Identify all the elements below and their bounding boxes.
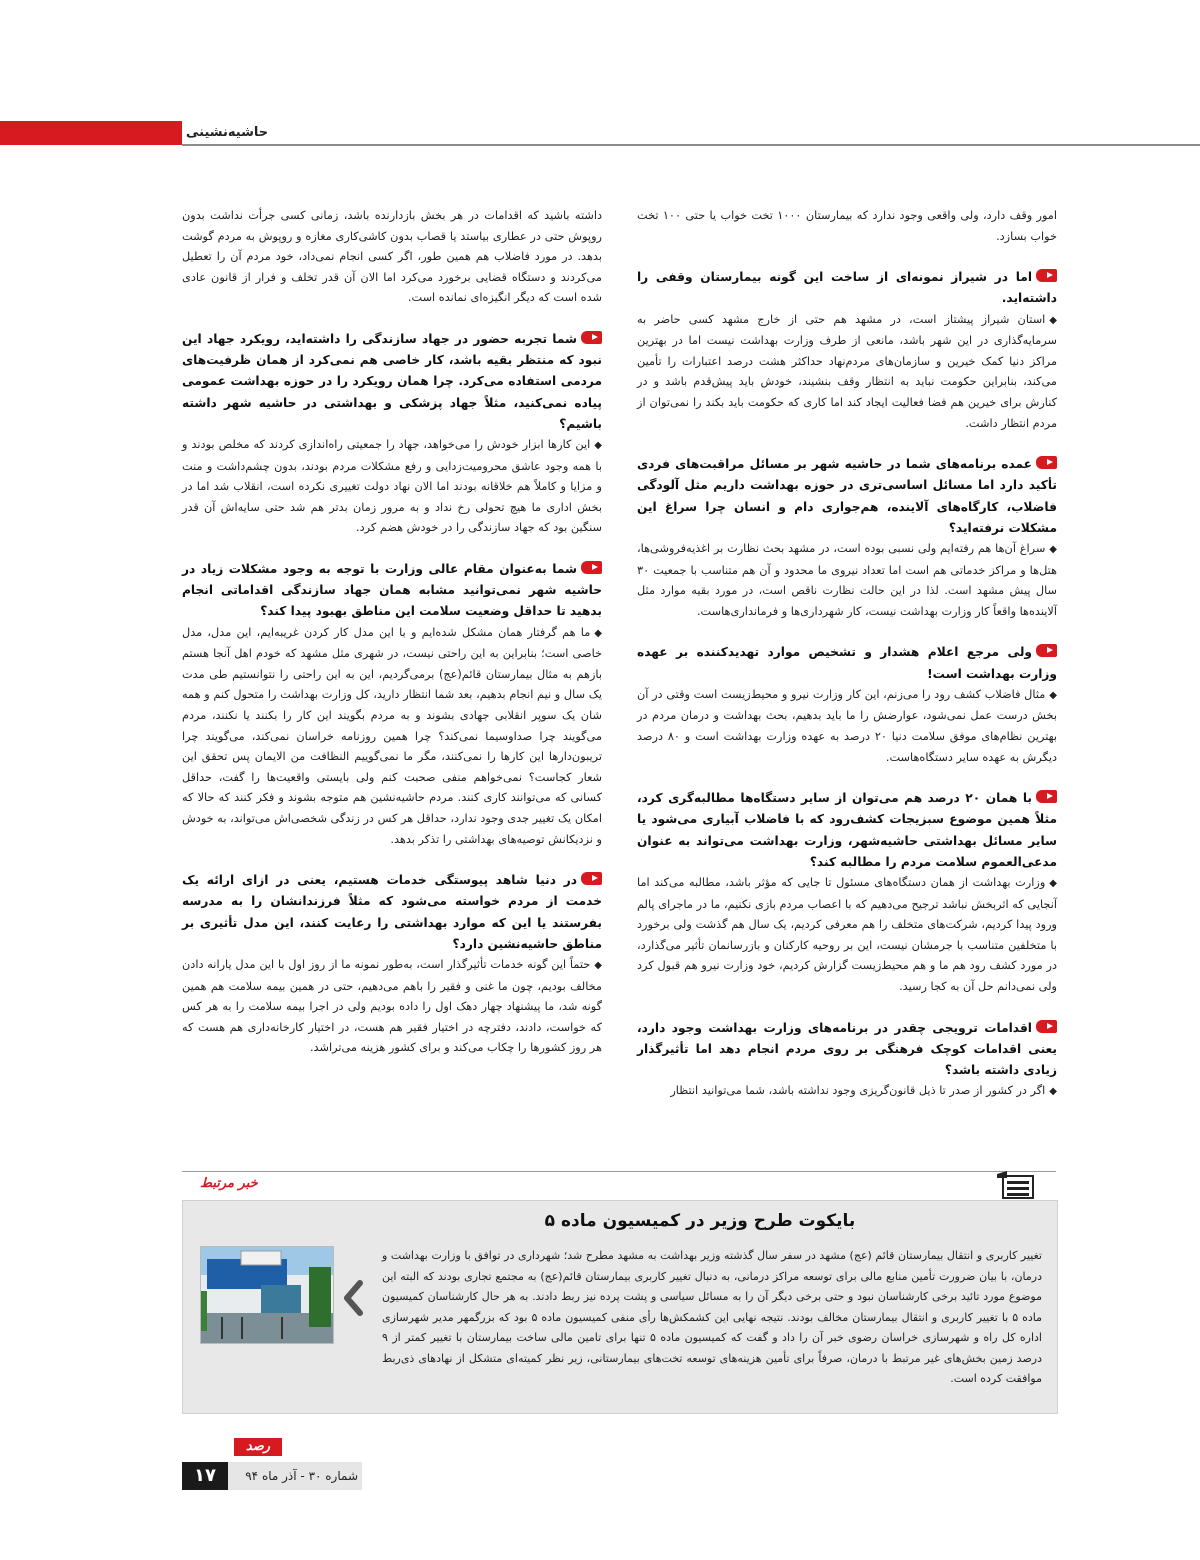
newspaper-icon [995,1170,1041,1200]
answer-bullet-icon: ◆ [1049,689,1057,701]
question [182,870,602,955]
question-marker-icon [1036,269,1057,282]
question [182,559,602,623]
text: ما هم گرفتار همان مشکل شده‌ایم و با این مدل کار کردن غریبه‌ایم، این مدل، مدل خاصی است؛ بنابراین به این راحتی نیست، در شهری مثل مشهد که خودم اهل آنجا هستم بازهم به مثال بیمارستان قائم(عج) برمی‌گردیم، این به این راحتی را نتوانستیم طی مدت یک سال و نیم انجام بدهیم، بعد شما انتظار دارید، کل وزارت بهداشت را متحول کنم و همه شان یک سوپر انقلابی جهادی بشوند و به مردم بگویند این کار را بکنند یا نکنند، مردم می‌گویند چرا صداوسیما نمی‌کند؟ چرا همین روزنامه خراسان نمی‌کند، می‌گویند چرا تریبون‌دارها این کارها را نمی‌کنند، مگر ما نمی‌گوییم النظافت من الایمان پس تحقق این شعار کجاست؟ نمی‌خواهم منفی صحبت کنم ولی بایستی واقعیت‌ها را گفت، حداقل کسانی که می‌توانند کاری کنند. مردم حاشیه‌نشین هم متوجه بشوند و فکر کنند که حالا که امکان یک تغییر جدی وجود ندارد، حداقل هر کس در زندگی شخصی‌اش می‌تواند، به خودش و نزدیکانش توصیه‌های بهداشتی را تذکر بدهد. [182,625,602,846]
text: سراغ آن‌ها هم رفته‌ایم ولی نسبی بوده است، در مشهد بحث نظارت بر اغذیه‌فروشی‌ها، هتل‌ها و مراکز خدماتی هم است اما تعداد نیروی ما محدود و آن هم متناسب با جمعیت ۳۰ سال پیش مشهد است. لذا در این حالت نظارت ناقص است، در مورد بقیه موارد مثل آلاینده‌ها واقعاً کار وزارت بهداشت نیست، کار شهرداری‌ها و فرمانداری‌هاست. [637,541,1057,618]
text: استان شیراز پیشتاز است، در مشهد هم حتی از خارج مشهد کسی حاضر به سرمایه‌گذاری در این شهر باشد، مانعی از طرف وزارت بهداشت نیست اما در بهترین مراکز دنیا کمک خیرین و سازمان‌های مردم‌نهاد حداکثر هشت درصد اعتبارات را تأمین می‌کند، بنابراین حکومت نباید به انتظار وقف بنشیند، خودش باید پیش‌قدم باشد و در کنارش برای خیرین هم فضا فعالیت ایجاد کند اما کاری که حکومت باید بکند را نمی‌توان از مردم انتظار داشت. [637,312,1057,430]
hospital-photo [200,1246,334,1344]
answer [182,955,602,1059]
question [637,788,1057,873]
answer [637,873,1057,998]
text: شما به‌عنوان مقام عالی وزارت با توجه به وجود مشکلات زیاد در حاشیه شهر نمی‌توانید مشابه همان جهاد سازندگی اقداماتی انجام بدهید تا حداقل وضعیت سلامت این مناطق بهبود پیدا کند؟ [182,561,602,619]
answer [182,435,602,539]
text: در دنیا شاهد پیوستگی خدمات هستیم، یعنی در ازای ارائه یک خدمت از مردم خواسته می‌شود که مثلاً فرزندانشان را به مدرسه بفرستند یا این که موارد بهداشتی را رعایت کنند، این مدل تأثیری بر مناطق حاشیه‌نشین دارد؟ [182,873,602,951]
question-marker-icon [581,561,602,574]
paragraph-gap [637,768,1057,788]
text: اما در شیراز نمونه‌ای از ساخت این گونه بیمارستان وقفی را داشته‌اید. [637,270,1057,306]
hospital-photo-illustration [201,1247,333,1343]
paragraph-gap [637,622,1057,642]
text: عمده برنامه‌های شما در حاشیه شهر بر مسائل مراقبت‌های فردی تأکید دارد اما مسائل اساسی‌تری در حوزه بهداشت داریم مثل آلودگی فاضلاب، کارگاه‌های آلاینده، هم‌جواری دام و انسان چرا سراغ این مشکلات نرفته‌اید؟ [637,457,1057,535]
text: این کارها ابزار خودش را می‌خواهد، جهاد را جمعیتی راه‌اندازی کردند که مخلص بودند و با همه وجود عاشق محرومیت‌زدایی و رفع مشکلات مردم بودند، بدون چشم‌داشت و منت و مزایا و کاملاً هم خلاقانه بودند اما الان نهاد دولت تغییری نکرده است، انقلاب شد اما در بخش اداری ما هیچ تحولی رخ نداد و به مرور زمان بدتر هم شد حتی سایه‌اش آن قدر سنگین بود که جهاد سازندگی را در خودش هضم کرد. [182,437,602,535]
question [637,1018,1057,1082]
paragraph [182,206,602,309]
text: اقدامات ترویجی چقدر در برنامه‌های وزارت بهداشت وجود دارد، یعنی اقدامات کوچک فرهنگی بر روی مردم انجام دهد اما تأثیرگذار زیادی داشته باشد؟ [637,1020,1057,1077]
related-title: بایکوت طرح وزیر در کمیسیون ماده ۵ [544,1211,856,1231]
text: ولی مرجع اعلام هشدار و تشخیص موارد تهدیدکننده بر عهده وزارت بهداشت است! [637,645,1057,681]
question-marker-icon [1036,456,1057,469]
paragraph-gap [182,309,602,329]
question [637,642,1057,684]
question [637,267,1057,309]
page-number: ۱۷ [182,1462,228,1490]
text: حتماً این گونه خدمات تأثیرگذار است، به‌طور نمونه ما از روز اول با این مدل یارانه دادن مخالف بودیم، چون ما غنی و فقیر را باهم می‌دهیم، حتی در همین بیمه سلامت هم همین گونه شد، ما پیشنهاد چهار دهک اول را داده بودیم ولی در اجرا بیمه سلامت را به هر کس که خواست، دادند، دفترچه در اختیار فقیر هم هست، در اختیار کارخانه‌داری هم هست که هر روز کشورها را چکاب می‌کند و برای کشور هزینه می‌تراشد. [182,957,602,1055]
answer [637,685,1057,768]
paragraph-gap [637,998,1057,1018]
related-rule [182,1171,1056,1172]
answer-bullet-icon: ◆ [594,959,602,971]
chevron-left-icon[interactable] [342,1280,366,1316]
answer-bullet-icon: ◆ [1049,877,1057,889]
question-marker-icon [581,872,602,885]
text: با همان ۲۰ درصد هم می‌توان از سایر دستگاه‌ها مطالبه‌گری کرد، مثلاً همین موضوع سبزیجات کشف‌رود که با فاضلاب آبیاری می‌شود یا سایر مسائل بهداشتی حاشیه‌شهر، وزارت بهداشت می‌تواند به عنوان مدعی‌العموم سلامت مردم را مطالبه کند؟ [637,791,1057,869]
question-marker-icon [1036,644,1057,657]
right-column [637,206,1057,1103]
section-title: حاشیه‌نشینی [186,125,269,140]
related-tag: خبر مرتبط [200,1176,258,1191]
header-rule [182,144,1200,146]
question-marker-icon [581,331,602,344]
paragraph-gap [182,539,602,559]
text: مثال فاضلاب کشف رود را می‌زنم، این کار وزارت نیرو و محیط‌زیست است وقتی در آن بخش درست عمل نمی‌شود، عوارضش را ما باید بدهیم، بحث بهداشت و درمان مردم در بهترین نظام‌های موفق سلامت دنیا ۲۰ درصد به عهده وزارت بهداشت است و ۸۰ درصد دیگرش به عهده سایر دستگاه‌هاست. [637,687,1057,764]
paragraph [637,206,1057,247]
text: وزارت بهداشت از همان دستگاه‌های مسئول تا جایی که مؤثر باشد، مطالبه می‌کند اما آنجایی که اثربخش نباشد ترجیح می‌دهیم که با اعصاب مردم بازی نکنیم، ما در ماجرای پالم ورود پیدا کردیم، شرکت‌های متخلف را هم معرفی کردیم، یک سال هم گذشت ولی برخورد با متخلفین متناسب با جرمشان نیست، این بر روحیه کارکنان و بازرسانمان تأثیر می‌گذارد، در مورد کشف رود هم ما و هم محیط‌زیست گزارش کردیم، خود وزارت نیرو هم قبول کرد ولی نمی‌دانم حل آن به کجا رسید. [637,875,1057,993]
text: امور وقف دارد، ولی واقعی وجود ندارد که بیمارستان ۱۰۰۰ تخت خواب یا حتی ۱۰۰ تخت خواب بسازد. [637,209,1057,243]
text: اگر در کشور از صدر تا ذیل قانون‌گریزی وجود نداشته باشد، شما می‌توانید انتظار [670,1084,1046,1098]
answer [182,623,602,851]
question-marker-icon [1036,1020,1057,1033]
header-accent-bar [0,121,182,145]
answer-bullet-icon: ◆ [594,627,602,639]
answer-bullet-icon: ◆ [594,439,602,451]
paragraph-gap [637,247,1057,267]
issue-info: شماره ۳۰ - آذر ماه ۹۴ [245,1469,358,1483]
question-marker-icon [1036,790,1057,803]
answer-bullet-icon: ◆ [1049,543,1057,555]
answer-bullet-icon: ◆ [1049,1086,1057,1098]
question [182,329,602,435]
answer [637,539,1057,622]
related-text: تغییر کاربری و انتقال بیمارستان قائم (عج) مشهد در سفر سال گذشته وزیر بهداشت به مشهد مطرح شد؛ شهرداری در توافق با وزارت بهداشت و درمان، با بیان ضرورت تأمین منابع مالی برای توسعه مراکز درمانی، به دنبال تغییر کاربری بیمارستان قائم(عج) به مجتمع تجاری بودند که البته این موضوع مورد تائید برخی کارشناسان نبود و حتی برخی دیگر آن را به مسائل سیاسی و پشت پرده نیز ربط دادند. به هر حال کارشناسان کمیسیون ماده ۵ با تغییر کاربری و انتقال بیمارستان مخالف بودند. نتیجه نهایی این کشمکش‌ها رأی منفی کمیسیون ماده ۵ بود که بزرگمهر مدیر شهرسازی اداره کل راه و شهرسازی خراسان رضوی خبر آن را داد و گفت که کمیسیون ماده ۵ تنها برای تامین مالی ساخت بیمارستان با تغییر کمتر از ۹ درصد زمین بخش‌های غیر مرتبط با درمان، صرفاً برای تأمین هزینه‌های توسعه تخت‌های بیمارستانی، زیر نظر کمیته‌ای متشکل از نهادهای ذی‌ربط موافقت کرده است. [382,1249,1042,1385]
paragraph-gap [182,850,602,870]
text: داشته باشید که اقدامات در هر بخش بازدارنده باشد، زمانی کسی جرأت نداشت بدون روپوش حتی در عطاری بیاستد یا قصاب بدون کاشی‌کاری مغازه و روپوش به مردم گوشت بدهد. در مورد فاضلاب هم همین طور، اگر کسی انجام نمی‌داد، خود مردم آن را تعطیل می‌کردند و دستگاه قضایی برخورد می‌کرد اما الان آن قدر تخلف و فرار از قانون عادی شده است که دیگر انگیزه‌ای نمانده است. [182,209,602,305]
question [637,454,1057,539]
left-column [182,206,602,1059]
text: شما تجربه حضور در جهاد سازندگی را داشته‌اید، رویکرد جهاد این نبود که منتظر بقیه باشد، کار خاصی هم نمی‌کرد از همان ظرفیت‌های مردمی استفاده می‌کرد. چرا همان رویکرد را در حوزه بهداشت عمومی پیاده نمی‌کنید، مثلاً جهاد پزشکی و بهداشتی در حاشیه شهر داشته باشیم؟ [182,331,602,431]
answer [637,1081,1057,1103]
magazine-logo: رصد [234,1438,282,1456]
answer-bullet-icon: ◆ [1049,314,1057,326]
answer [637,310,1057,435]
paragraph-gap [637,434,1057,454]
